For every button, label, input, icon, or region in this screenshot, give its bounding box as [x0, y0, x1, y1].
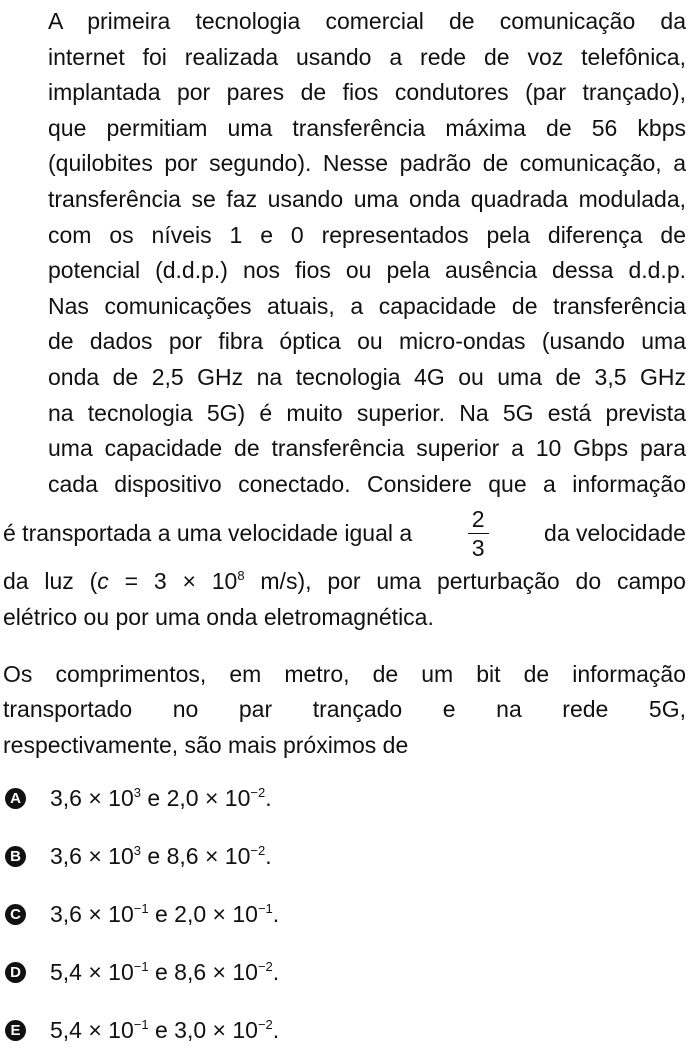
option-exponent: −2 [250, 784, 266, 800]
option-exponent: −1 [133, 958, 149, 974]
option-end: . [272, 900, 280, 927]
option-end: . [272, 1016, 280, 1043]
option-exponent: −2 [257, 958, 273, 974]
fraction-line-after: da velocidade [544, 519, 686, 546]
option-letter-badge: D [5, 962, 26, 983]
option-letter-badge: A [5, 788, 26, 809]
option-text [50, 901, 279, 928]
option-mantissa: 3,6 × 10 [50, 842, 134, 869]
option-mantissa: e 2,0 × 10 [148, 900, 258, 927]
passage-line: cada dispositivo conectado. Considere que a informação [48, 470, 686, 497]
option-mantissa: 5,4 × 10 [50, 1016, 134, 1043]
option-exponent: 3 [133, 842, 142, 858]
passage-line: na tecnologia 5G) é muito superior. Na 5G está prevista [48, 399, 686, 426]
fraction-two-thirds [468, 506, 489, 561]
question-line: Os comprimentos, em metro, de um bit de informação [3, 660, 686, 687]
passage-line: Nas comunicações atuais, a capacidade de transferência [48, 292, 686, 319]
option-exponent: −2 [257, 1016, 273, 1032]
passage-text-end [3, 564, 686, 635]
option-mantissa: e 3,0 × 10 [148, 1016, 258, 1043]
passage-line: transferência se faz usando uma onda quadrada modulada, [48, 185, 686, 212]
option-mantissa: e 8,6 × 10 [141, 842, 251, 869]
option-b[interactable] [3, 827, 686, 885]
passage-line: onda de 2,5 GHz na tecnologia 4G ou uma de 3,5 GHz [48, 363, 686, 390]
passage-line: elétrico ou por uma onda eletromagnética. [3, 603, 434, 630]
answer-options [3, 769, 686, 1059]
light-line-before: da luz ( [3, 568, 98, 595]
option-mantissa: 5,4 × 10 [50, 958, 134, 985]
option-exponent: −2 [250, 842, 266, 858]
passage-line: potencial (d.d.p.) nos fios ou pela ausência dessa d.d.p. [48, 257, 686, 284]
question-line: respectivamente, são mais próximos de [3, 731, 409, 758]
passage-line: (quilobites por segundo). Nesse padrão de comunicação, a [48, 150, 686, 177]
passage-text [3, 4, 686, 502]
fraction-line [3, 502, 686, 564]
option-letter-badge: B [5, 846, 26, 867]
option-mantissa: e 2,0 × 10 [141, 784, 251, 811]
option-text [50, 843, 272, 870]
light-line-after: m/s), por uma perturbação do campo [244, 568, 686, 595]
option-text [50, 959, 279, 986]
light-equals: = 3 × 10 [108, 568, 238, 595]
option-a[interactable] [3, 769, 686, 827]
option-exponent: 3 [133, 784, 142, 800]
passage-line: uma capacidade de transferência superior a 10 Gbps para [48, 435, 686, 462]
passage-line: de dados por fibra óptica ou micro-ondas (usando uma [48, 328, 686, 355]
option-e[interactable] [3, 1001, 686, 1059]
option-letter-badge: E [5, 1020, 26, 1041]
option-c[interactable] [3, 885, 686, 943]
option-exponent: −1 [257, 900, 273, 916]
option-mantissa: e 8,6 × 10 [148, 958, 258, 985]
passage-line: com os níveis 1 e 0 representados pela diferença de [48, 221, 686, 248]
option-exponent: −1 [133, 900, 149, 916]
option-mantissa: 3,6 × 10 [50, 784, 134, 811]
option-text [50, 1017, 279, 1044]
passage-line: internet foi realizada usando a rede de voz telefônica, [48, 43, 686, 70]
passage-line: A primeira tecnologia comercial de comunicação da [48, 8, 686, 34]
option-end: . [265, 842, 272, 869]
light-symbol: c [97, 568, 109, 595]
option-mantissa: 3,6 × 10 [50, 900, 134, 927]
option-end: . [272, 958, 280, 985]
question-line: transportado no par trançado e na rede 5G, [3, 696, 686, 723]
option-text [50, 785, 272, 812]
light-speed-line [3, 564, 686, 600]
option-letter-badge: C [5, 904, 26, 925]
fraction-numerator: 2 [468, 506, 489, 534]
fraction-line-before: é transportada a uma velocidade igual a [3, 519, 413, 546]
passage-line: que permitiam uma transferência máxima de 56 kbps [48, 114, 686, 141]
option-end: . [265, 784, 272, 811]
passage-line: implantada por pares de fios condutores (par trançado), [48, 79, 686, 106]
light-exponent: 8 [237, 568, 245, 584]
option-d[interactable] [3, 943, 686, 1001]
question-stem [3, 657, 686, 764]
option-exponent: −1 [133, 1016, 149, 1032]
fraction-denominator: 3 [471, 534, 485, 561]
